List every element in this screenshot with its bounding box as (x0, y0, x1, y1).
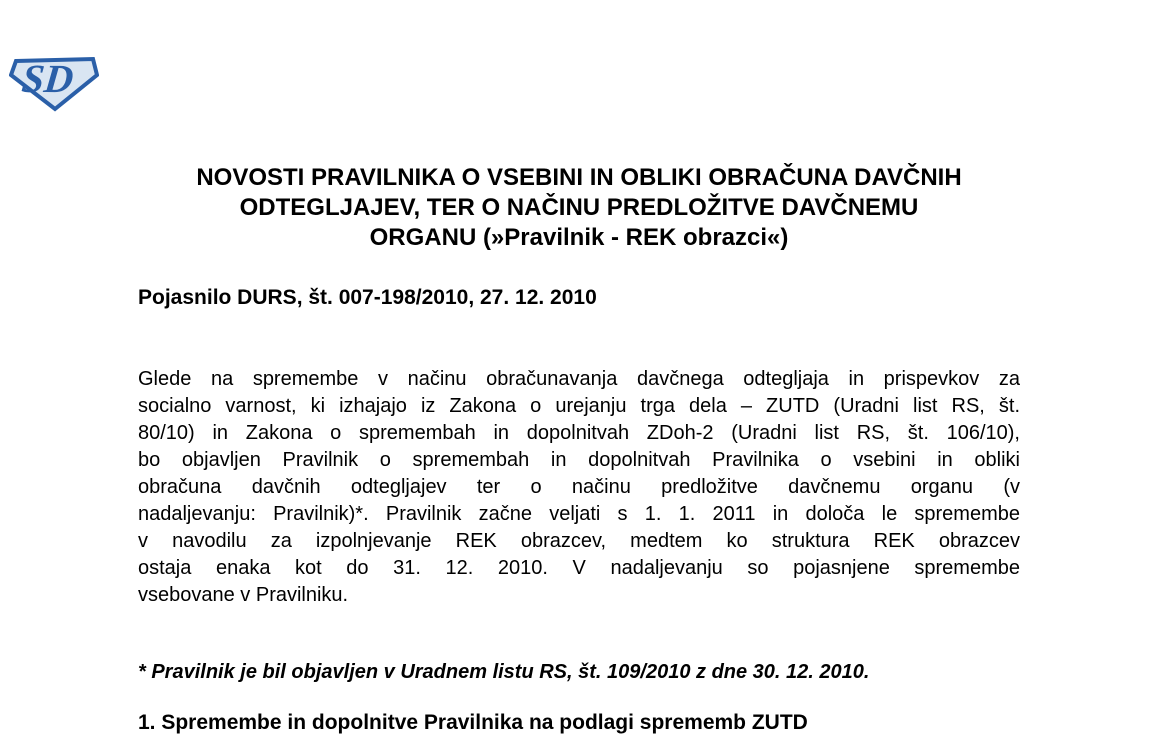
footnote: * Pravilnik je bil objavljen v Uradnem listu RS, št. 109/2010 z dne 30. 12. 2010. (138, 661, 870, 683)
body-paragraph (138, 366, 1020, 609)
document-title (138, 163, 1020, 253)
body-line: nadaljevanju: Pravilnik)*. Pravilnik začne veljati s 1. 1. 2011 in določa le spremembe (138, 503, 1020, 525)
body-line: socialno varnost, ki izhajajo iz Zakona o urejanju trga dela – ZUTD (Uradni list RS, št. (138, 395, 1020, 417)
body-line: obračuna davčnih odtegljajev ter o načinu predložitve davčnemu organu (v (138, 476, 1020, 498)
document-title-line: NOVOSTI PRAVILNIKA O VSEBINI IN OBLIKI OBRAČUNA DAVČNIH (196, 164, 962, 191)
sd-logo (9, 52, 99, 112)
document-title-line: ORGANU (»Pravilnik - REK obrazci«) (369, 224, 789, 251)
sd-diamond-shield-icon (9, 52, 99, 112)
body-line: ostaja enaka kot do 31. 12. 2010. V nadaljevanju so pojasnjene spremembe (138, 557, 1020, 579)
document-title-line: ODTEGLJAJEV, TER O NAČINU PREDLOŽITVE DAVČNEMU (239, 194, 919, 221)
body-line: vsebovane v Pravilniku. (138, 584, 349, 606)
body-line: Glede na spremembe v načinu obračunavanja davčnega odtegljaja in prispevkov za (138, 368, 1020, 390)
body-line: bo objavljen Pravilnik o spremembah in dopolnitvah Pravilnika o vsebini in obliki (138, 449, 1020, 471)
body-line: 80/10) in Zakona o spremembah in dopolnitvah ZDoh-2 (Uradni list RS, št. 106/10), (138, 422, 1020, 444)
section-heading: 1. Spremembe in dopolnitve Pravilnika na podlagi sprememb ZUTD (138, 711, 808, 734)
body-line: v navodilu za izpolnjevanje REK obrazcev, medtem ko struktura REK obrazcev (138, 530, 1020, 552)
sd-logo-letters: SD (19, 56, 76, 101)
document-subtitle: Pojasnilo DURS, št. 007-198/2010, 27. 12. 2010 (138, 286, 597, 309)
